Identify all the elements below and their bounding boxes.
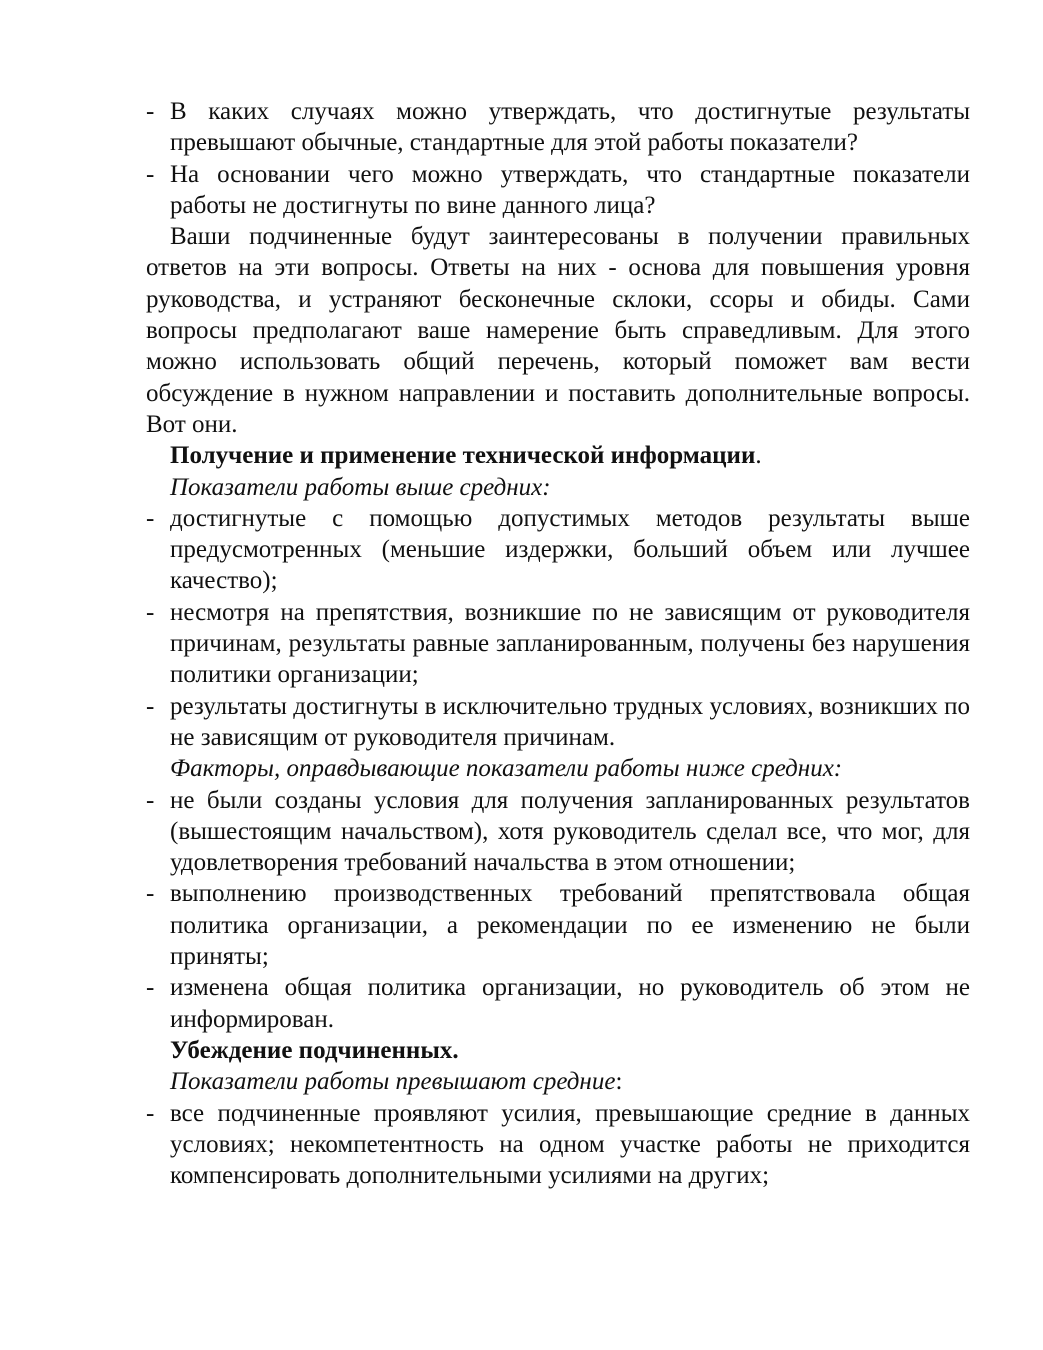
list-item-text: выполнению производственных требований препятствовала общая политика организации, а рекомендации по ее изменению не были приняты; bbox=[170, 880, 970, 971]
list-dash: - bbox=[146, 974, 155, 1002]
list-dash: - bbox=[146, 160, 155, 188]
document-page bbox=[146, 96, 970, 1191]
list-item-text: изменена общая политика организации, но руководитель об этом не информирован. bbox=[170, 974, 970, 1033]
list-item-text: несмотря на препятствия, возникшие по не зависящим от руководителя причинам, результаты равные запланированным, получены без нарушения политики организации; bbox=[170, 598, 970, 689]
subsection-title-colon: : bbox=[615, 1068, 623, 1096]
list-item bbox=[146, 597, 970, 691]
list-dash: - bbox=[146, 1099, 155, 1127]
list-item bbox=[146, 96, 970, 159]
body-paragraph: Ваши подчиненные будут заинтересованы в получении правильных ответов на эти вопросы. Ответы на них - основа для повышения уровня руководства, и устраняют бесконечные склоки, ссоры и обиды. Сами вопросы предполагают ваше намерение быть справедливым. Для этого можно использовать общий перечень, который поможет вам вести обсуждение в нужном направлении и поставить дополнительные вопросы. Вот они. bbox=[146, 223, 970, 438]
list-item bbox=[146, 972, 970, 1035]
list-item bbox=[146, 785, 970, 879]
list-item-text: все подчиненные проявляют усилия, превышающие средние в данных условиях; некомпетентность на одном участке работы не приходится компенсировать дополнительными усилиями на других; bbox=[170, 1099, 970, 1190]
subsection-title: Факторы, оправдывающие показатели работы ниже средних: bbox=[170, 755, 843, 783]
section-heading-period: . bbox=[755, 442, 762, 470]
list-dash: - bbox=[146, 598, 155, 626]
list-item bbox=[146, 159, 970, 222]
list-dash: - bbox=[146, 692, 155, 720]
list-item bbox=[146, 691, 970, 754]
section-heading-text: Получение и применение технической информации bbox=[170, 442, 756, 470]
section-heading bbox=[146, 440, 970, 471]
list-item-text: достигнутые с помощью допустимых методов результаты выше предусмотренных (меньшие издержки, больший объем или лучшее качество); bbox=[170, 504, 970, 595]
list-dash: - bbox=[146, 786, 155, 814]
section-heading: Убеждение подчиненных. bbox=[170, 1036, 459, 1064]
list-item bbox=[146, 878, 970, 972]
list-item-text: результаты достигнуты в исключительно трудных условиях, возникших по не зависящим от руководителя причинам. bbox=[170, 692, 970, 751]
list-item bbox=[146, 1098, 970, 1192]
list-item-text: В каких случаях можно утверждать, что достигнутые результаты превышают обычные, стандартные для этой работы показатели? bbox=[170, 98, 970, 157]
list-dash: - bbox=[146, 880, 155, 908]
subsection-title bbox=[146, 1066, 970, 1097]
list-dash: - bbox=[146, 98, 155, 125]
list-item bbox=[146, 503, 970, 597]
subsection-title: Показатели работы выше средних: bbox=[170, 473, 551, 501]
list-dash: - bbox=[146, 504, 155, 532]
subsection-title-text: Показатели работы превышают средние bbox=[170, 1068, 616, 1096]
list-item-text: не были созданы условия для получения запланированных результатов (вышестоящим начальством), хотя руководитель сделал все, что мог, для удовлетворения требований начальства в этом отношении; bbox=[170, 786, 970, 877]
list-item-text: На основании чего можно утверждать, что стандартные показатели работы не достигнуты по вине данного лица? bbox=[170, 160, 970, 219]
